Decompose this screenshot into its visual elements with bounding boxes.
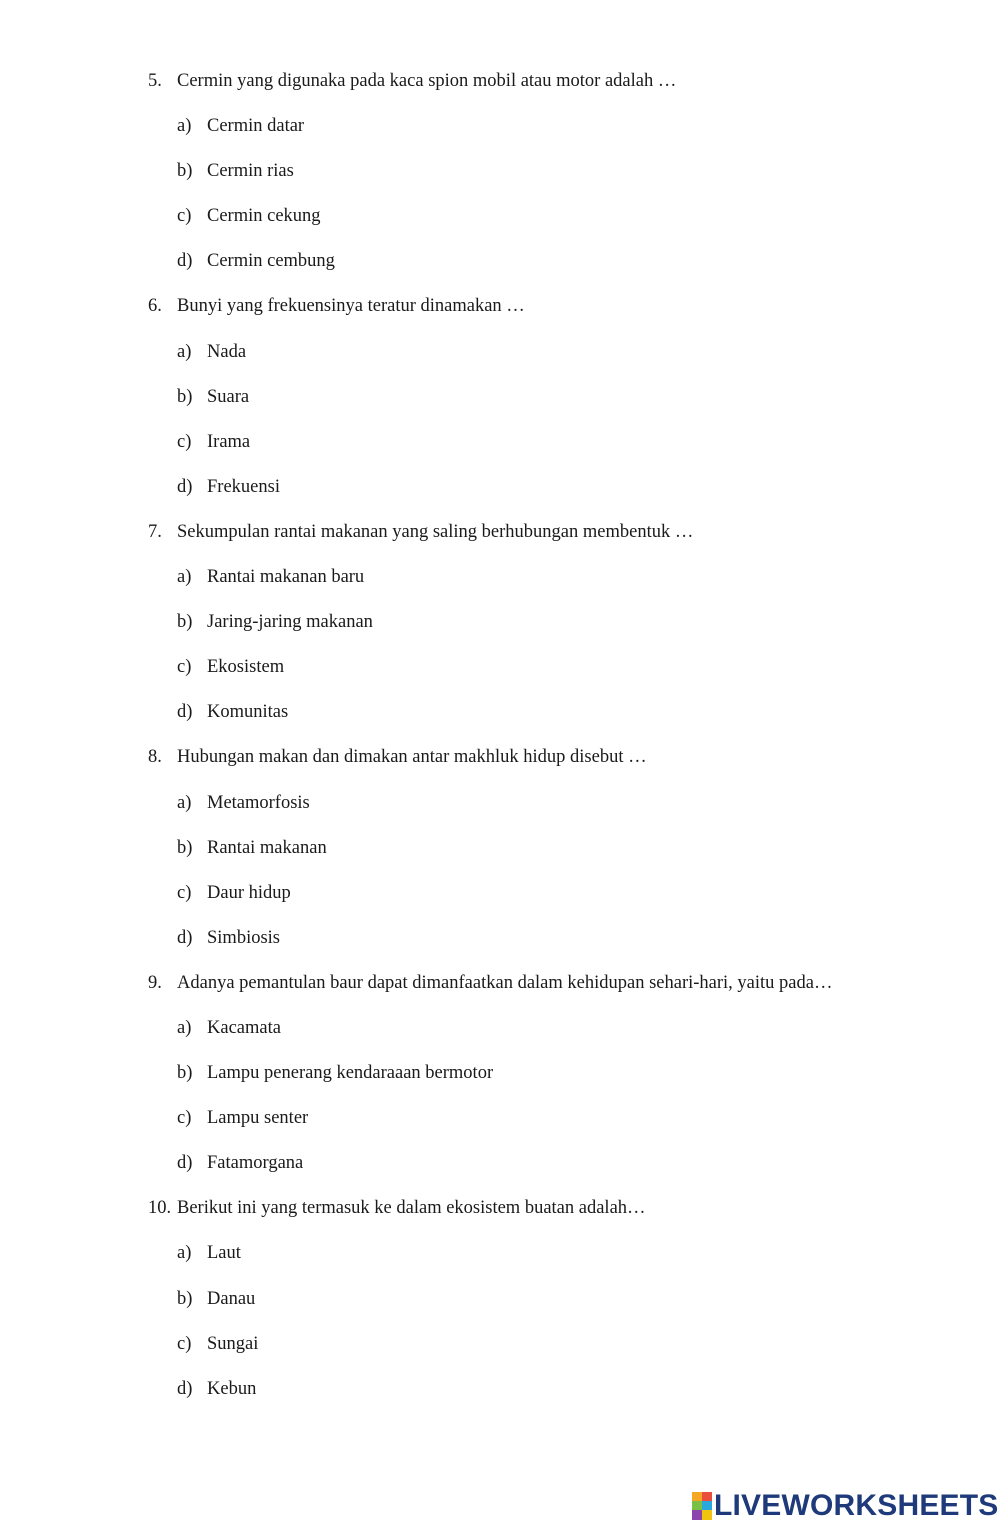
question-number: 6. xyxy=(148,296,162,317)
option-text: Jaring-jaring makanan xyxy=(207,612,373,633)
question-list xyxy=(0,67,1000,1420)
option-letter: d) xyxy=(177,1378,193,1399)
option-letter: b) xyxy=(177,1288,193,1309)
question-number: 10. xyxy=(148,1198,172,1219)
option-text: Rantai makanan baru xyxy=(207,567,365,588)
option-text: Laut xyxy=(207,1243,241,1264)
option-text: Irama xyxy=(207,431,251,452)
option-9d[interactable] xyxy=(0,1149,1000,1194)
option-10b[interactable] xyxy=(0,1285,1000,1330)
question-8 xyxy=(0,743,1000,788)
option-8c[interactable] xyxy=(0,879,1000,924)
option-8b[interactable] xyxy=(0,834,1000,879)
option-letter: b) xyxy=(177,837,193,858)
option-letter: b) xyxy=(177,161,193,182)
option-letter: d) xyxy=(177,251,193,272)
question-number: 9. xyxy=(148,972,162,993)
option-6a[interactable] xyxy=(0,338,1000,383)
option-text: Fatamorgana xyxy=(207,1153,304,1174)
option-text: Lampu senter xyxy=(207,1108,309,1129)
option-6d[interactable] xyxy=(0,473,1000,518)
option-text: Frekuensi xyxy=(207,476,280,497)
option-letter: c) xyxy=(177,1108,192,1129)
question-5 xyxy=(0,67,1000,112)
option-text: Komunitas xyxy=(207,702,289,723)
option-text: Cermin datar xyxy=(207,116,305,137)
question-text: Hubungan makan dan dimakan antar makhluk hidup disebut … xyxy=(177,747,647,768)
question-number: 5. xyxy=(148,71,162,91)
liveworksheets-logo-icon xyxy=(692,1492,712,1520)
question-6 xyxy=(0,292,1000,337)
option-7b[interactable] xyxy=(0,608,1000,653)
option-text: Daur hidup xyxy=(207,882,291,903)
question-7 xyxy=(0,518,1000,563)
option-letter: c) xyxy=(177,1333,192,1354)
option-5d[interactable] xyxy=(0,247,1000,292)
option-9a[interactable] xyxy=(0,1014,1000,1059)
option-letter: a) xyxy=(177,792,192,813)
question-text: Adanya pemantulan baur dapat dimanfaatkan dalam kehidupan sehari-hari, yaitu pada… xyxy=(177,972,833,993)
question-9 xyxy=(0,969,1000,1014)
option-10d[interactable] xyxy=(0,1375,1000,1420)
option-letter: a) xyxy=(177,1243,192,1264)
option-6b[interactable] xyxy=(0,383,1000,428)
option-letter: d) xyxy=(177,476,193,497)
brand-name: LIVEWORKSHEETS xyxy=(714,1489,999,1522)
question-text: Berikut ini yang termasuk ke dalam ekosistem buatan adalah… xyxy=(177,1198,646,1219)
option-letter: a) xyxy=(177,567,192,588)
option-8d[interactable] xyxy=(0,924,1000,969)
option-text: Cermin rias xyxy=(207,161,294,182)
option-7c[interactable] xyxy=(0,653,1000,698)
option-letter: a) xyxy=(177,1017,192,1038)
option-10c[interactable] xyxy=(0,1330,1000,1375)
question-10 xyxy=(0,1194,1000,1239)
option-7a[interactable] xyxy=(0,563,1000,608)
option-letter: c) xyxy=(177,206,192,227)
option-text: Kacamata xyxy=(207,1017,281,1038)
option-text: Simbiosis xyxy=(207,927,280,948)
option-9b[interactable] xyxy=(0,1059,1000,1104)
option-text: Cermin cekung xyxy=(207,206,321,227)
option-letter: b) xyxy=(177,386,193,407)
option-text: Sungai xyxy=(207,1333,259,1354)
option-text: Kebun xyxy=(207,1378,257,1399)
question-number: 7. xyxy=(148,521,162,542)
option-9c[interactable] xyxy=(0,1104,1000,1149)
option-letter: c) xyxy=(177,882,192,903)
option-text: Suara xyxy=(207,386,250,407)
question-number: 8. xyxy=(148,747,162,768)
option-letter: d) xyxy=(177,927,193,948)
option-text: Lampu penerang kendaraaan bermotor xyxy=(207,1063,494,1084)
option-letter: b) xyxy=(177,1063,193,1084)
option-5a[interactable] xyxy=(0,112,1000,157)
question-text: Sekumpulan rantai makanan yang saling berhubungan membentuk … xyxy=(177,521,694,542)
option-text: Rantai makanan xyxy=(207,837,327,858)
question-text: Cermin yang digunaka pada kaca spion mobil atau motor adalah … xyxy=(177,71,677,91)
option-text: Danau xyxy=(207,1288,256,1309)
option-letter: a) xyxy=(177,341,192,362)
option-5b[interactable] xyxy=(0,157,1000,202)
option-letter: d) xyxy=(177,702,193,723)
option-letter: c) xyxy=(177,431,192,452)
option-6c[interactable] xyxy=(0,428,1000,473)
option-text: Nada xyxy=(207,341,247,362)
option-text: Cermin cembung xyxy=(207,251,335,272)
option-letter: b) xyxy=(177,612,193,633)
question-text: Bunyi yang frekuensinya teratur dinamakan … xyxy=(177,296,525,317)
option-text: Ekosistem xyxy=(207,657,285,678)
option-10a[interactable] xyxy=(0,1239,1000,1284)
liveworksheets-logo xyxy=(692,1488,999,1524)
option-7d[interactable] xyxy=(0,698,1000,743)
option-8a[interactable] xyxy=(0,789,1000,834)
option-text: Metamorfosis xyxy=(207,792,310,813)
option-letter: a) xyxy=(177,116,192,137)
option-letter: d) xyxy=(177,1153,193,1174)
option-5c[interactable] xyxy=(0,202,1000,247)
option-letter: c) xyxy=(177,657,192,678)
